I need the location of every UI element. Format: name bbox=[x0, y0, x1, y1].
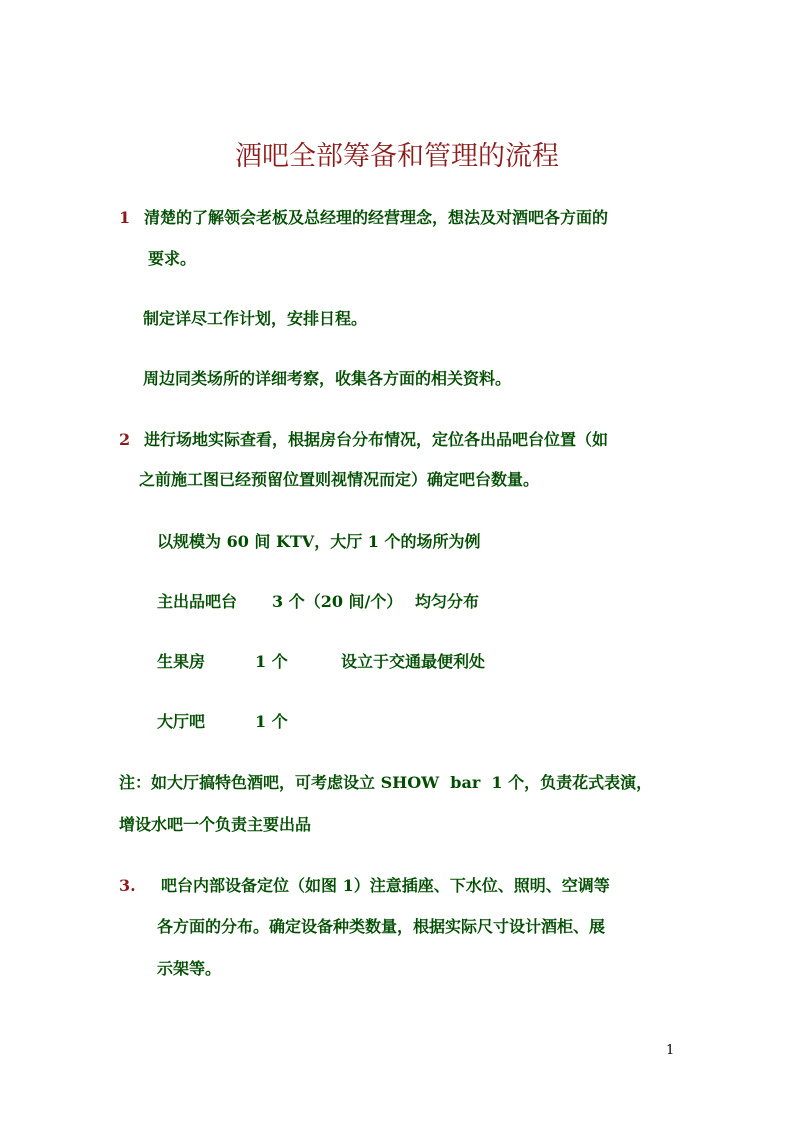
bar-row-name: 大厅吧 bbox=[157, 712, 206, 731]
bar-row-note: 均匀分布 bbox=[415, 592, 480, 611]
section-1-number: 1 bbox=[119, 208, 131, 227]
bar-row-qty: 3 个（20 间/个） bbox=[272, 592, 403, 611]
section-1-line-3: 制定详尽工作计划，安排日程。 bbox=[143, 309, 368, 328]
note-line-2: 增设水吧一个负责主要出品 bbox=[119, 815, 312, 834]
document-title: 酒吧全部筹备和管理的流程 bbox=[235, 141, 559, 172]
bar-row-name: 生果房 bbox=[157, 652, 206, 671]
bar-row-note: 设立于交通最便利处 bbox=[341, 652, 486, 671]
bar-row-name: 主出品吧台 bbox=[157, 592, 238, 611]
section-2-line-1: 进行场地实际查看，根据房台分布情况，定位各出品吧台位置（如 bbox=[144, 430, 609, 449]
note-line-1: 注：如大厅搞特色酒吧，可考虑设立 SHOW bar 1 个，负责花式表演， bbox=[119, 773, 653, 792]
section-2-line-2: 之前施工图已经预留位置则视情况而定）确定吧台数量。 bbox=[139, 470, 540, 489]
section-3-line-3: 示架等。 bbox=[157, 959, 222, 978]
section-1-line-2: 要求。 bbox=[148, 249, 197, 268]
bar-row-qty: 1 个 bbox=[255, 712, 288, 731]
section-3-line-2: 各方面的分布。确定设备种类数量，根据实际尺寸设计酒柜、展 bbox=[157, 917, 606, 936]
section-2-example: 以规模为 60 间 KTV，大厅 1 个的场所为例 bbox=[157, 532, 481, 551]
section-1-line-1: 清楚的了解领会老板及总经理的经营理念，想法及对酒吧各方面的 bbox=[144, 208, 609, 227]
section-3-line-1: 吧台内部设备定位（如图 1）注意插座、下水位、照明、空调等 bbox=[161, 876, 610, 895]
bar-row-qty: 1 个 bbox=[255, 652, 288, 671]
section-1-line-4: 周边同类场所的详细考察，收集各方面的相关资料。 bbox=[143, 369, 512, 388]
section-3-number: 3. bbox=[119, 876, 136, 895]
section-2-number: 2 bbox=[119, 430, 131, 449]
page-number: 1 bbox=[666, 1043, 675, 1058]
